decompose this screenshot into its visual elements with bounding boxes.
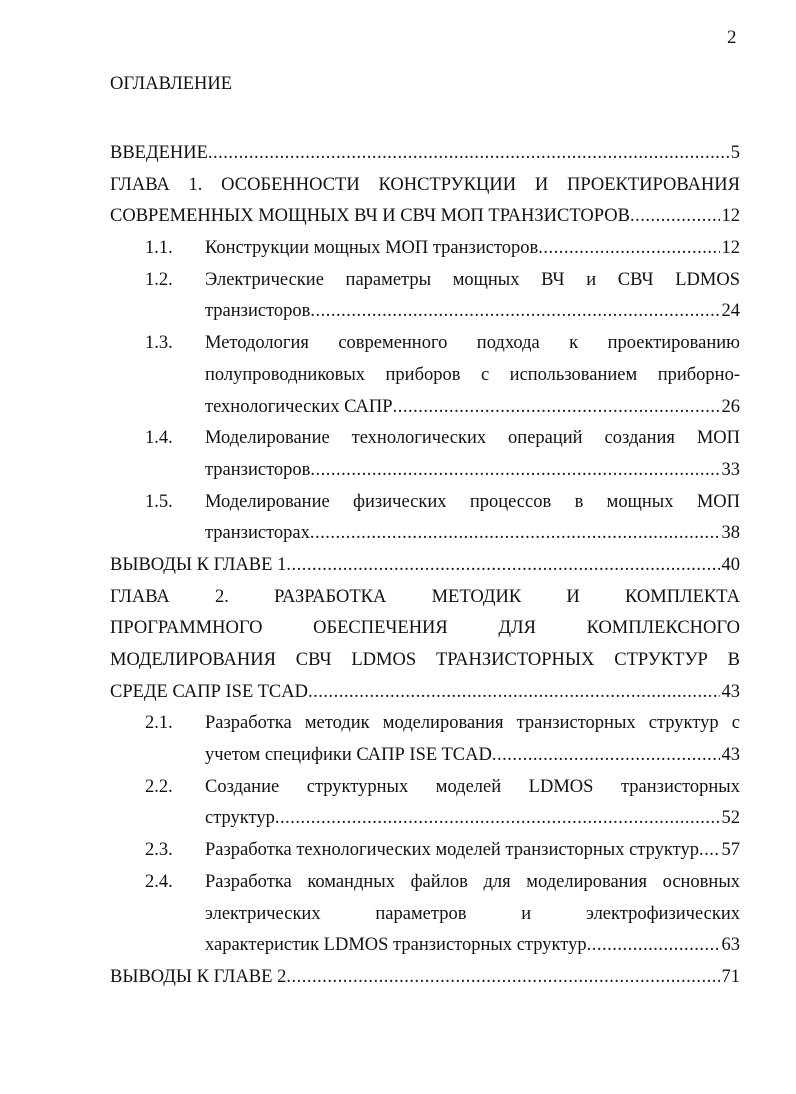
toc-line xyxy=(110,867,740,899)
leader-dots xyxy=(310,296,719,328)
toc-entry xyxy=(110,170,740,233)
entry-title-line: ГЛАВА 2. РАЗРАБОТКА МЕТОДИК И КОМПЛЕКТА xyxy=(110,586,740,607)
toc-line xyxy=(110,265,740,297)
leader-dots xyxy=(393,392,720,424)
entry-title-line: структур xyxy=(205,808,275,829)
section-number xyxy=(110,740,205,772)
toc-entry xyxy=(110,233,740,265)
toc-line xyxy=(110,899,740,931)
entry-page-number: 57 xyxy=(721,840,740,861)
toc-line xyxy=(110,930,740,962)
entry-page-number: 63 xyxy=(721,935,740,956)
leader-dots xyxy=(310,518,720,550)
toc-line xyxy=(110,803,740,835)
section-number xyxy=(110,803,205,835)
entry-title-line: СОВРЕМЕННЫХ МОЩНЫХ ВЧ И СВЧ МОП ТРАНЗИСТОРОВ xyxy=(110,206,630,227)
entry-title-line: транзисторов xyxy=(205,301,311,322)
section-number: 1.2. xyxy=(145,269,173,290)
toc-line xyxy=(110,740,740,772)
entry-title-line: Методология современного подхода к проектированию xyxy=(205,333,740,354)
leader-dots xyxy=(286,550,719,582)
table-of-contents xyxy=(110,138,740,994)
section-number xyxy=(110,930,205,962)
toc-line xyxy=(110,233,740,265)
entry-title-line: МОДЕЛИРОВАНИЯ СВЧ LDMOS ТРАНЗИСТОРНЫХ СТРУКТУР В xyxy=(110,650,740,670)
toc-entry xyxy=(110,962,740,994)
entry-title-line: ВЫВОДЫ К ГЛАВЕ 2 xyxy=(110,966,287,987)
toc-entry xyxy=(110,328,740,423)
leader-dots xyxy=(699,835,720,867)
section-number: 1.1. xyxy=(145,238,173,259)
toc-entry xyxy=(110,550,740,582)
toc-entry xyxy=(110,423,740,486)
toc-line xyxy=(110,138,740,170)
toc-line xyxy=(110,170,740,202)
section-number: 2.4. xyxy=(145,871,173,892)
toc-entry xyxy=(110,138,740,170)
leader-dots xyxy=(275,803,720,835)
entry-title-line: ВЫВОДЫ К ГЛАВЕ 1 xyxy=(110,554,287,575)
section-number: 2.3. xyxy=(145,840,173,861)
leader-dots xyxy=(208,138,729,170)
entry-page-number: 43 xyxy=(721,745,740,766)
toc-line xyxy=(110,582,740,614)
entry-title-line: Разработка методик моделирования транзисторных структур с xyxy=(205,713,740,734)
entry-title-line: Электрические параметры мощных ВЧ и СВЧ LDMOS xyxy=(205,269,740,290)
entry-title-line: транзисторах xyxy=(205,523,310,544)
page-title: ОГЛАВЛЕНИЕ xyxy=(110,74,233,94)
entry-page-number: 12 xyxy=(721,206,740,227)
toc-entry xyxy=(110,708,740,771)
entry-title-line: Конструкции мощных МОП транзисторов xyxy=(205,238,539,259)
toc-line xyxy=(110,296,740,328)
toc-line xyxy=(110,423,740,455)
toc-line xyxy=(110,645,740,677)
toc-entry xyxy=(110,487,740,550)
entry-page-number: 52 xyxy=(721,808,740,829)
entry-page-number: 43 xyxy=(721,681,740,702)
toc-entry xyxy=(110,582,740,709)
toc-line xyxy=(110,708,740,740)
toc-line xyxy=(110,962,740,994)
page-number: 2 xyxy=(727,27,737,48)
section-number: 1.4. xyxy=(145,428,173,449)
toc-line xyxy=(110,328,740,360)
section-number: 1.3. xyxy=(145,333,173,354)
entry-title-line: полупроводниковых приборов с использованием приборно- xyxy=(205,364,740,385)
toc-line xyxy=(110,613,740,645)
entry-title-line: Разработка технологических моделей транзисторных структур xyxy=(205,840,699,861)
leader-dots xyxy=(492,740,720,772)
toc-line xyxy=(110,518,740,550)
entry-title-line: Моделирование технологических операций создания МОП xyxy=(205,428,740,449)
section-number xyxy=(110,455,205,487)
leader-dots xyxy=(308,677,720,709)
entry-title-line: СРЕДЕ САПР ISE TCAD xyxy=(110,681,308,702)
section-number xyxy=(110,296,205,328)
section-number xyxy=(110,518,205,550)
section-number: 1.5. xyxy=(145,491,173,512)
entry-title-line: Моделирование физических процессов в мощных МОП xyxy=(205,491,740,512)
entry-page-number: 38 xyxy=(721,523,740,544)
entry-page-number: 5 xyxy=(730,143,740,163)
entry-title-line: ПРОГРАММНОГО ОБЕСПЕЧЕНИЯ ДЛЯ КОМПЛЕКСНОГО xyxy=(110,618,740,639)
section-number xyxy=(110,360,205,392)
toc-line xyxy=(110,455,740,487)
toc-line xyxy=(110,550,740,582)
toc-line xyxy=(110,360,740,392)
entry-title-line: транзисторов xyxy=(205,459,311,480)
toc-line xyxy=(110,772,740,804)
toc-line xyxy=(110,835,740,867)
section-number: 2.1. xyxy=(145,713,173,734)
entry-title-line: электрических параметров и электрофизических xyxy=(205,903,740,924)
toc-line xyxy=(110,677,740,709)
toc-entry xyxy=(110,835,740,867)
entry-title-line: технологических САПР xyxy=(205,396,393,417)
section-number xyxy=(110,899,205,931)
section-number: 2.2. xyxy=(145,776,173,797)
entry-page-number: 40 xyxy=(721,554,740,575)
toc-entry xyxy=(110,265,740,328)
toc-line xyxy=(110,392,740,424)
entry-title-line: учетом специфики САПР ISE TCAD xyxy=(205,745,492,766)
toc-entry xyxy=(110,867,740,962)
entry-title-line: ВВЕДЕНИЕ xyxy=(110,143,208,163)
leader-dots xyxy=(630,201,720,233)
entry-page-number: 26 xyxy=(721,396,740,417)
leader-dots xyxy=(587,930,720,962)
leader-dots xyxy=(310,455,719,487)
entry-title-line: Разработка командных файлов для моделирования основных xyxy=(205,871,740,892)
leader-dots xyxy=(538,233,719,265)
entry-title-line: Создание структурных моделей LDMOS транзисторных xyxy=(205,776,740,797)
entry-page-number: 71 xyxy=(721,966,740,987)
entry-title-line: характеристик LDMOS транзисторных структур xyxy=(205,935,587,956)
section-number xyxy=(110,392,205,424)
entry-page-number: 33 xyxy=(721,459,740,480)
toc-entry xyxy=(110,772,740,835)
toc-line xyxy=(110,201,740,233)
entry-title-line: ГЛАВА 1. ОСОБЕННОСТИ КОНСТРУКЦИИ И ПРОЕКТИРОВАНИЯ xyxy=(110,174,740,195)
leader-dots xyxy=(286,962,719,994)
toc-line xyxy=(110,487,740,519)
entry-page-number: 24 xyxy=(721,301,740,322)
entry-page-number: 12 xyxy=(721,238,740,259)
